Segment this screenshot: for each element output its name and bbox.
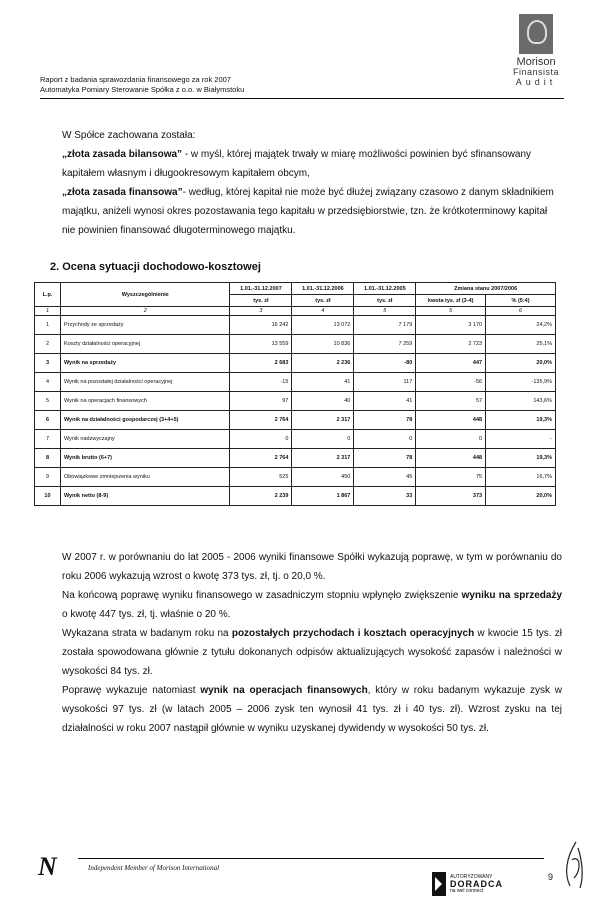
row-name: Wynik netto (8-9) xyxy=(60,487,230,506)
row-2006: 2 236 xyxy=(292,354,354,373)
row-2007: -15 xyxy=(230,373,292,392)
row-lp: 4 xyxy=(35,373,61,392)
row-2005: 45 xyxy=(354,468,416,487)
row-2006: 40 xyxy=(292,392,354,411)
column-number: 6 xyxy=(486,307,556,316)
row-kwota: 373 xyxy=(416,487,486,506)
header-lp: L.p. xyxy=(35,283,61,307)
table-row xyxy=(35,354,556,373)
row-lp: 3 xyxy=(35,354,61,373)
row-2007: 2 683 xyxy=(230,354,292,373)
row-pct: 25,1% xyxy=(486,335,556,354)
text-run: o kwotę 447 tys. zł, tj. właśnie o 20 %. xyxy=(62,609,231,620)
rule-balance xyxy=(62,145,562,183)
row-2007: 13 559 xyxy=(230,335,292,354)
row-2005: 33 xyxy=(354,487,416,506)
row-2005: 41 xyxy=(354,392,416,411)
table-row xyxy=(35,487,556,506)
section-title: 2. Ocena sytuacji dochodowo-kosztowej xyxy=(50,261,261,273)
row-2006: 1 867 xyxy=(292,487,354,506)
row-2005: 78 xyxy=(354,449,416,468)
report-header xyxy=(40,75,244,95)
header-item: Wyszczególnienie xyxy=(60,283,230,307)
morison-head-icon xyxy=(519,14,553,54)
header-unit: tys. zł xyxy=(354,295,416,307)
rule-finance-text: - według, której kapitał nie może być dłużej związany czasowo z danym składnikiem majątku, aniżeli wynosi okres pozostawania tego kapitału w przedsiębiorstwie, tzn. że krótkoterminowy kapitał nie powinien finansować długoterminowego majątku. xyxy=(62,187,554,236)
row-kwota: 75 xyxy=(416,468,486,487)
row-pct: 16,7% xyxy=(486,468,556,487)
doradca-text xyxy=(450,874,503,895)
text-run: Na końcową poprawę wyniku finansowego w zasadniczym stopniu wpłynęło zwiększenie xyxy=(62,590,462,601)
emphasis: pozostałych przychodach i kosztach operacyjnych xyxy=(231,628,475,639)
report-title: Raport z badania sprawozdania finansowego za rok 2007 xyxy=(40,75,231,84)
text-run: Poprawę wykazuje natomiast xyxy=(62,685,201,696)
rule-balance-title: „złota zasada bilansowa” xyxy=(62,149,183,160)
column-number: 4 xyxy=(292,307,354,316)
row-name: Wynik na sprzedaży xyxy=(60,354,230,373)
logo-sub: Finansista xyxy=(512,67,560,77)
table-row xyxy=(35,316,556,335)
row-pct: 20,0% xyxy=(486,354,556,373)
doradca-badge xyxy=(432,872,503,896)
header-unit: tys. zł xyxy=(292,295,354,307)
row-2006: 13 072 xyxy=(292,316,354,335)
analysis-section xyxy=(62,548,562,738)
rule-balance-text: - w myśl, której majątek trwały w miarę możliwości powinien być sfinansowany kapitałem własnym i długookresowym kapitałem obcym, xyxy=(62,149,532,179)
emphasis: wyniku na sprzedaży xyxy=(461,590,563,601)
row-lp: 5 xyxy=(35,392,61,411)
table-row xyxy=(35,468,556,487)
row-2005: 7 259 xyxy=(354,335,416,354)
row-2005: -80 xyxy=(354,354,416,373)
row-2005: 7 179 xyxy=(354,316,416,335)
row-lp: 2 xyxy=(35,335,61,354)
row-2006: 10 836 xyxy=(292,335,354,354)
row-kwota: 0 xyxy=(416,430,486,449)
doradca-logo-icon xyxy=(432,872,446,896)
rule-finance xyxy=(62,183,562,240)
row-pct: - xyxy=(486,430,556,449)
row-lp: 7 xyxy=(35,430,61,449)
row-2006: 0 xyxy=(292,430,354,449)
footer-member-text: Independent Member of Morison International xyxy=(88,864,220,872)
row-2006: 2 317 xyxy=(292,449,354,468)
row-kwota: 448 xyxy=(416,449,486,468)
row-name: Obowiązkowe zmniejszenia wyniku xyxy=(60,468,230,487)
row-2007: 2 764 xyxy=(230,411,292,430)
doradca-top: AUTORYZOWANY xyxy=(450,873,493,880)
table-row xyxy=(35,335,556,354)
row-2007: 0 xyxy=(230,430,292,449)
row-2005: 0 xyxy=(354,430,416,449)
row-name: Wynik brutto (6+7) xyxy=(60,449,230,468)
row-lp: 8 xyxy=(35,449,61,468)
row-2006: 450 xyxy=(292,468,354,487)
row-pct: 24,2% xyxy=(486,316,556,335)
row-pct: 20,0% xyxy=(486,487,556,506)
column-number: 3 xyxy=(230,307,292,316)
row-kwota: 57 xyxy=(416,392,486,411)
analysis-paragraph xyxy=(62,586,562,624)
emphasis: wynik na operacjach finansowych xyxy=(200,685,368,696)
page-number: 9 xyxy=(548,872,554,882)
row-pct: 19,3% xyxy=(486,411,556,430)
row-2006: 2 317 xyxy=(292,411,354,430)
morison-logo xyxy=(506,14,566,87)
table-row xyxy=(35,373,556,392)
header-kwota: kwota tys. zł (3-4) xyxy=(416,295,486,307)
row-kwota: 448 xyxy=(416,411,486,430)
row-lp: 10 xyxy=(35,487,61,506)
row-pct: 19,3% xyxy=(486,449,556,468)
intro-section xyxy=(62,126,562,240)
column-number: 5 xyxy=(416,307,486,316)
header-change: Zmiana stanu 2007/2006 xyxy=(416,283,556,295)
row-2007: 97 xyxy=(230,392,292,411)
table-row xyxy=(35,449,556,468)
row-name: Przychody ze sprzedaży xyxy=(60,316,230,335)
column-number: 2 xyxy=(60,307,230,316)
company-name: Automatyka Pomiary Sterowanie Spółka z o.o. w Białymstoku xyxy=(40,85,245,94)
row-2005: 78 xyxy=(354,411,416,430)
header-period-2005: 1.01.-31.12.2005 xyxy=(354,283,416,295)
column-number: 5 xyxy=(354,307,416,316)
text-run: , który w roku badanym wykazuje zysk w wysokości 97 tys. zł (w latach 2005 – 2006 zysk ten wynosił 41 tys. zł i 40 tys. zł). Wzrost zysku na tej działalności w roku 2007 nastąpił głównie w wyniku uzyskanej dywidendy w wysokości 50 tys. zł. xyxy=(62,685,562,734)
row-pct: 143,6% xyxy=(486,392,556,411)
header-divider xyxy=(40,98,564,99)
analysis-paragraph xyxy=(62,624,562,681)
doradca-sub: na wel connect xyxy=(450,887,484,894)
footer-divider xyxy=(78,858,544,859)
intro-line: W Spółce zachowana została: xyxy=(62,130,196,141)
row-name: Wynik na pozostałej działalności operacyjnej xyxy=(60,373,230,392)
row-kwota: 2 723 xyxy=(416,335,486,354)
logo-name: Morison xyxy=(516,56,556,68)
column-number: 1 xyxy=(35,307,61,316)
row-pct: -135,9% xyxy=(486,373,556,392)
header-period-2007: 1.01.-31.12.2007 xyxy=(230,283,292,295)
table-row xyxy=(35,430,556,449)
morison-n-logo-icon: N xyxy=(38,852,57,881)
header-unit: tys. zł xyxy=(230,295,292,307)
row-name: Wynik na operacjach finansowych xyxy=(60,392,230,411)
column-number-row xyxy=(35,307,556,316)
doradca-name: DORADCA xyxy=(450,878,503,889)
text-run: w kwocie 15 tys. zł została spowodowana głównie z tytułu dokonanych odpisów aktualizujących wysokość zapasów i należności w wysokości 84 tys. zł. xyxy=(62,628,562,677)
row-kwota: 447 xyxy=(416,354,486,373)
header-period-2006: 1.01.-31.12.2006 xyxy=(292,283,354,295)
row-2007: 16 242 xyxy=(230,316,292,335)
table-row xyxy=(35,392,556,411)
row-kwota: -56 xyxy=(416,373,486,392)
row-lp: 9 xyxy=(35,468,61,487)
logo-audit: Audit xyxy=(515,77,557,87)
row-name: Wynik na działalności gospodarczej (3+4+5) xyxy=(60,411,230,430)
header-pct: % (5:4) xyxy=(486,295,556,307)
row-2007: 2 764 xyxy=(230,449,292,468)
row-name: Wynik nadzwyczajny xyxy=(60,430,230,449)
table-row xyxy=(35,411,556,430)
row-lp: 1 xyxy=(35,316,61,335)
text-run: Wykazana strata w badanym roku na xyxy=(62,628,232,639)
signature-icon xyxy=(560,840,586,890)
row-2007: 2 239 xyxy=(230,487,292,506)
row-2006: 41 xyxy=(292,373,354,392)
row-2007: 525 xyxy=(230,468,292,487)
row-kwota: 3 170 xyxy=(416,316,486,335)
analysis-paragraph xyxy=(62,681,562,738)
row-2005: 117 xyxy=(354,373,416,392)
row-lp: 6 xyxy=(35,411,61,430)
rule-finance-title: „złota zasada finansowa” xyxy=(62,187,183,198)
analysis-paragraph: W 2007 r. w porównaniu do lat 2005 - 2006 wyniki finansowe Spółki wykazują poprawę, w tym w porównaniu do roku 2006 wykazują wzrost o kwotę 373 tys. zł, tj. o 20,0 %. xyxy=(62,552,562,582)
income-table xyxy=(34,282,556,506)
row-name: Koszty działalności operacyjnej xyxy=(60,335,230,354)
